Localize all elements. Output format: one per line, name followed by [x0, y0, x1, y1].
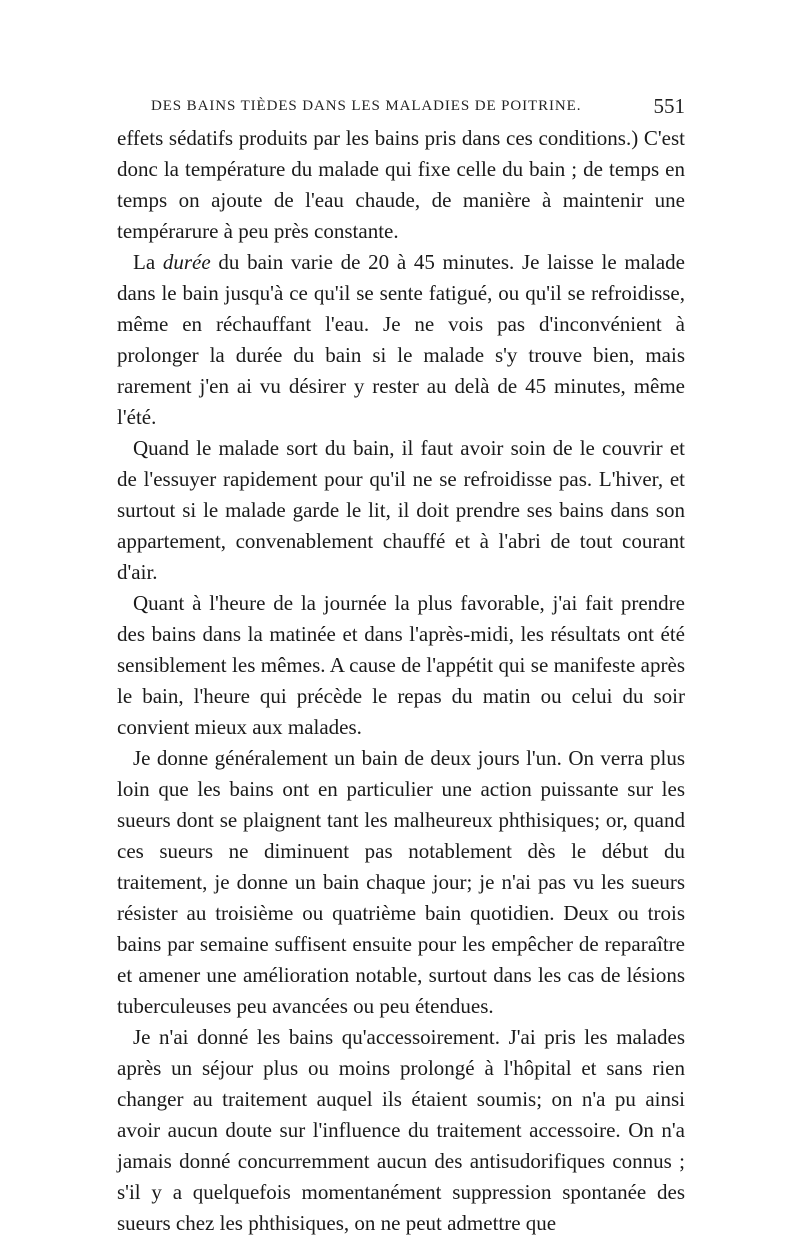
running-head [117, 94, 685, 122]
emphasized-word: durée [162, 250, 211, 274]
body-text [117, 123, 685, 1239]
paragraph-5: Je donne généralement un bain de deux jours l'un. On verra plus loin que les bains ont en particulier une action puissante sur les sueurs dont se plaignent tant les malheureux phthisiques; or, quand ces sueurs ne diminuent pas notablement dès le début du traitement, je donne un bain chaque jour; je n'ai pas vu les sueurs résister au troisième ou quatrième bain quotidien. Deux ou trois bains par semaine suffisent ensuite pour les empêcher de reparaître et amener une amélioration notable, surtout dans les cas de lésions tuberculeuses peu avancées ou peu étendues. [117, 746, 685, 1018]
paragraph-3: Quand le malade sort du bain, il faut avoir soin de le couvrir et de l'essuyer rapidement pour qu'il ne se refroidisse pas. L'hiver, et surtout si le malade garde le lit, il doit prendre ses bains dans son appartement, convenablement chauffé et à l'abri de tout courant d'air. [117, 436, 685, 584]
page-number: 551 [653, 94, 685, 118]
paragraph-2-rest: du bain varie de 20 à 45 minutes. Je laisse le malade dans le bain jusqu'à ce qu'il se sente fatigué, ou qu'il se refroidisse, même en réchauffant l'eau. Je ne vois pas d'inconvénient à prolonger la durée du bain si le malade s'y trouve bien, mais rarement j'en ai vu désirer y rester au delà de 45 minutes, même l'été. [117, 250, 686, 429]
paragraph-1: effets sédatifs produits par les bains pris dans ces conditions.) C'est donc la température du malade qui fixe celle du bain ; de temps en temps on ajoute de l'eau chaude, de manière à maintenir une tempérarure à peu près constante. [117, 126, 685, 243]
paragraph-4: Quant à l'heure de la journée la plus favorable, j'ai fait prendre des bains dans la matinée et dans l'après-midi, les résultats ont été sensiblement les mêmes. A cause de l'appétit qui se manifeste après le bain, l'heure qui précède le repas du matin ou celui du soir convient mieux aux malades. [117, 591, 685, 739]
paragraph-2-lead: La [133, 250, 163, 274]
paragraph-2 [117, 247, 685, 433]
paragraph-6: Je n'ai donné les bains qu'accessoirement. J'ai pris les malades après un séjour plus ou moins prolongé à l'hôpital et sans rien changer au traitement auquel ils étaient soumis; on n'a pu ainsi avoir aucun doute sur l'influence du traitement accessoire. On n'a jamais donné concurremment aucun des antisudorifiques connus ; s'il y a quelquefois momentanément suppression spontanée des sueurs chez les phthisiques, on ne peut admettre que [117, 1025, 685, 1235]
running-head-title: DES BAINS TIÈDES DANS LES MALADIES DE POITRINE. [151, 98, 582, 114]
